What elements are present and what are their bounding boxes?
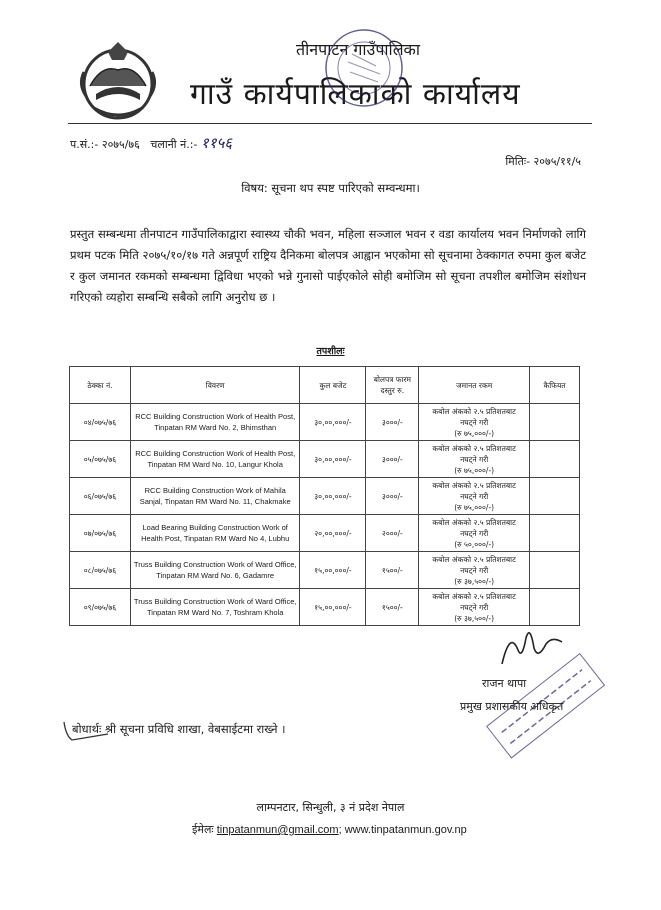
contract-no: ०८/०७५/७६ — [70, 552, 131, 589]
header-divider — [68, 123, 592, 124]
office-name: गाउँ कार्यपालिकाको कार्यालय — [190, 77, 521, 112]
subject-line: विषय: सूचना थप स्पष्ट पारिएको सम्वन्धमा। — [241, 181, 420, 195]
form-fee: २०००/- — [366, 515, 419, 552]
tender-table — [69, 366, 580, 626]
contract-no: ०६/०७५/७६ — [70, 478, 131, 515]
total-budget: ३०,००,०००/- — [300, 478, 366, 515]
guarantee-amount: कबोल अंकको २.५ प्रतिशतबाट नघट्ने गरी (रु ७५,०००/-) — [419, 441, 530, 478]
email-link[interactable]: tinpatanmun@gmail.com — [216, 824, 339, 836]
remarks-cell — [530, 404, 580, 441]
cc-line: बोधार्थः श्री सूचना प्रविधि शाखा, वेबसाईटमा राख्ने । — [72, 722, 286, 736]
footer-address: लाम्पनटार, सिन्धुली, ३ नं प्रदेश नेपाल — [256, 801, 405, 814]
table-header-row — [70, 367, 580, 404]
form-fee: ३०००/- — [366, 404, 419, 441]
guarantee-amount: कबोल अंकको २.५ प्रतिशतबाट नघट्ने गरी (रु ५०,०००/-) — [419, 515, 530, 552]
work-description: Load Bearing Building Construction Work of Health Post, Tinpatan RM Ward No 4, Lubhu — [130, 515, 300, 552]
form-fee: १५००/- — [366, 552, 419, 589]
signatory-title: प्रमुख प्रशासकीय अधिकृत — [460, 700, 564, 713]
total-budget: २०,००,०००/- — [300, 515, 366, 552]
header-budget: कुल बजेट — [300, 367, 366, 404]
remarks-cell — [530, 552, 580, 589]
contract-no: ०९/०७५/७६ — [70, 589, 131, 626]
work-description: Truss Building Construction Work of Ward Office, Tinpatan RM Ward No. 6, Gadamre — [130, 552, 300, 589]
table-row — [70, 552, 580, 589]
contract-no: ०५/०७५/७६ — [70, 441, 131, 478]
header-form-fee: बोलपत्र फारम दस्तुर रु. — [366, 367, 419, 404]
signatory-name: राजन थापा — [482, 677, 527, 690]
dispatch-label: चलानी नं.:- — [150, 138, 198, 151]
work-description: RCC Building Construction Work of Health Post, Tinpatan RM Ward No. 10, Langur Khola — [130, 441, 300, 478]
email-label: ईमेलः — [192, 823, 214, 836]
contract-no: ०४/०७५/७६ — [70, 404, 131, 441]
total-budget: ३०,००,०००/- — [300, 441, 366, 478]
work-description: RCC Building Construction Work of Health Post, Tinpatan RM Ward No. 2, Bhimsthan — [130, 404, 300, 441]
guarantee-amount: कबोल अंकको २.५ प्रतिशतबाट नघट्ने गरी (रु ३७,५००/-) — [419, 552, 530, 589]
header-guarantee: जमानत रकम — [419, 367, 530, 404]
guarantee-amount: कबोल अंकको २.५ प्रतिशतबाट नघट्ने गरी (रु ७५,०००/-) — [419, 478, 530, 515]
remarks-cell — [530, 441, 580, 478]
nepal-emblem-logo — [72, 34, 164, 126]
office-seal-stamp — [318, 22, 410, 114]
total-budget: १५,००,०००/- — [300, 552, 366, 589]
work-description: Truss Building Construction Work of Ward Office, Tinpatan RM Ward No. 7, Toshram Khola — [130, 589, 300, 626]
letter-date: मितिः- २०७५/११/५ — [505, 155, 581, 168]
header-contract-no: ठेक्का नं. — [70, 367, 131, 404]
remarks-cell — [530, 515, 580, 552]
form-fee: ३०००/- — [366, 478, 419, 515]
body-paragraph: प्रस्तुत सम्बन्धमा तीनपाटन गाउँपालिकाद्वारा स्वास्थ्य चौकी भवन, महिला सञ्जाल भवन र वडा कार्यालय भवन निर्माणको लागि प्रथम पटक मिति २०७५/१०/१७ गते अन्नपूर्ण राष्ट्रिय दैनिकमा बोलपत्र आह्वान भएकोमा सो सूचनामा ठेक्कागत रुपमा कुल बजेट र कुल जमानत रकमको सम्बन्धमा द्विविधा भएको भन्ने गुनासो पाईएकोले सोही बमोजिम सो सूचना तपशील बमोजिम संशोधन गरिएको व्यहोरा सम्बन्धि सबैको लागि अनुरोध छ । — [70, 227, 586, 304]
guarantee-amount: कबोल अंकको २.५ प्रतिशतबाट नघट्ने गरी (रु ७५,०००/-) — [419, 404, 530, 441]
municipality-name: तीनपाटन गाउँपालिका — [296, 40, 420, 59]
total-budget: १५,००,०००/- — [300, 589, 366, 626]
table-row — [70, 441, 580, 478]
remarks-cell — [530, 478, 580, 515]
details-heading: तपशीलः — [316, 346, 345, 357]
reference-line — [70, 133, 232, 153]
header-description: विवरण — [130, 367, 300, 404]
total-budget: ३०,००,०००/- — [300, 404, 366, 441]
dispatch-number: ११५६ — [200, 134, 233, 152]
guarantee-amount: कबोल अंकको २.५ प्रतिशतबाट नघट्ने गरी (रु ३७,५००/-) — [419, 589, 530, 626]
ref-number: प.सं.:- २०७५/७६ — [70, 138, 140, 151]
form-fee: ३०००/- — [366, 441, 419, 478]
table-row — [70, 478, 580, 515]
form-fee: १५००/- — [366, 589, 419, 626]
header-remarks: कैफियत — [530, 367, 580, 404]
footer-contact: ईमेलः tinpatanmun@gmail.com; www.tinpatanmun.gov.np — [192, 823, 467, 836]
table-row — [70, 404, 580, 441]
work-description: RCC Building Construction Work of Mahila Sanjal, Tinpatan RM Ward No. 11, Chakmake — [130, 478, 300, 515]
website-link[interactable]: www.tinpatanmun.gov.np — [344, 824, 467, 836]
contract-no: ०७/०७५/७६ — [70, 515, 131, 552]
table-row — [70, 515, 580, 552]
